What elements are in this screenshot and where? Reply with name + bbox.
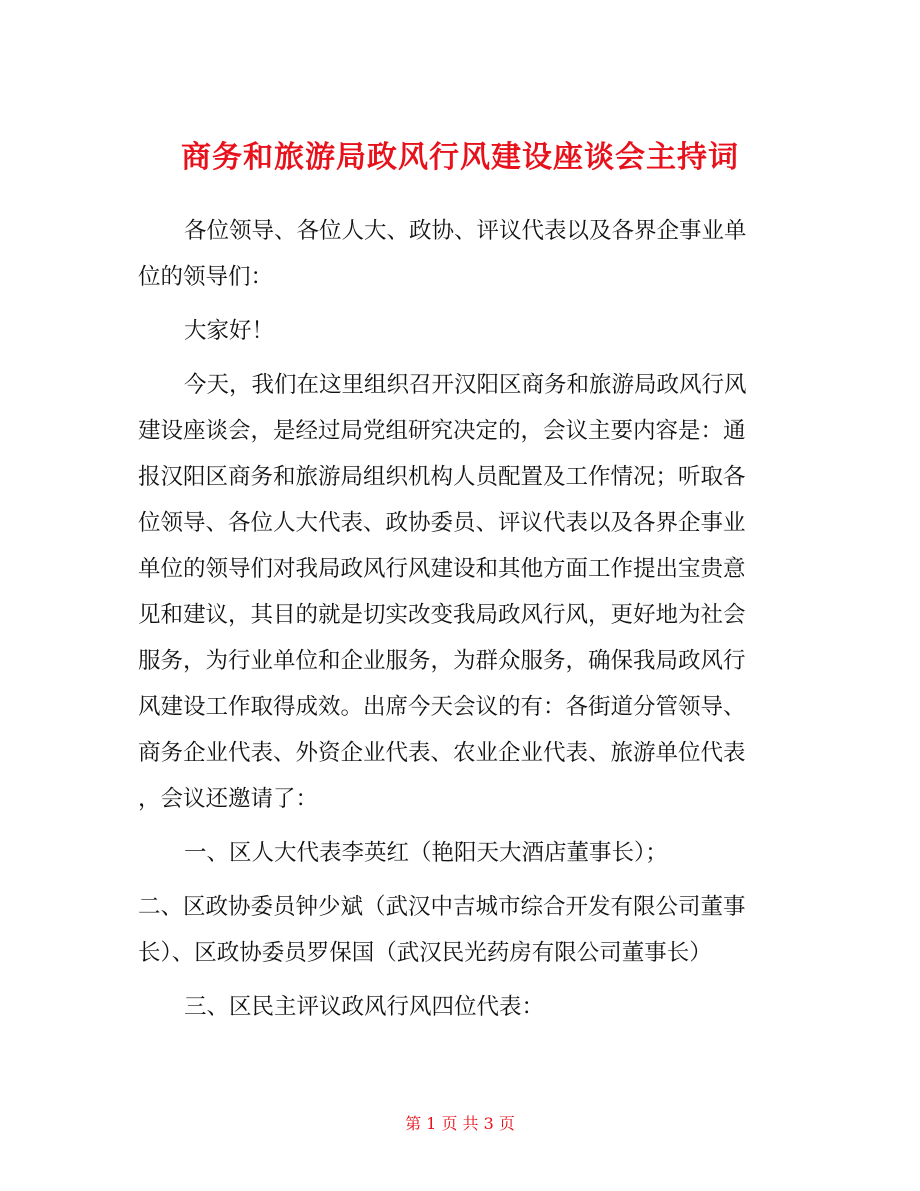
text-line: 位领导、各位人大代表、政协委员、评议代表以及各界企事业 xyxy=(138,510,746,536)
text-line: 风建设工作取得成效。出席今天会议的有：各街道分管领导、 xyxy=(138,694,746,720)
text-line: 见和建议，其目的就是切实改变我局政风行风，更好地为社会 xyxy=(138,602,746,628)
text-line: 各位领导、各位人大、政协、评议代表以及各界企事业单 xyxy=(184,218,747,244)
paragraph-hello xyxy=(138,308,788,354)
text-line: 长）、区政协委员罗保国（武汉民光药房有限公司董事长） xyxy=(138,940,712,966)
text-line: 大家好！ xyxy=(184,318,275,344)
paragraph-invitee-one xyxy=(138,830,788,876)
text-line: 今天，我们在这里组织召开汉阳区商务和旅游局政风行风 xyxy=(184,372,747,398)
text-line: 商务企业代表、外资企业代表、农业企业代表、旅游单位代表 xyxy=(138,740,746,766)
text-line: 二、区政协委员钟少斌（武汉中吉城市综合开发有限公司董事 xyxy=(138,894,746,920)
paragraph-introduction xyxy=(138,362,788,822)
text-line: 单位的领导们对我局政风行风建设和其他方面工作提出宝贵意 xyxy=(138,556,746,582)
text-line: ，会议还邀请了： xyxy=(138,786,319,812)
text-line: 一、区人大代表李英红（艳阳天大酒店董事长）； xyxy=(184,840,668,866)
page-number-footer: 第 1 页 共 3 页 xyxy=(405,1114,515,1133)
paragraph-invitee-three xyxy=(138,984,788,1030)
text-line: 建设座谈会，是经过局党组研究决定的，会议主要内容是：通 xyxy=(138,418,746,444)
paragraph-greeting xyxy=(138,208,788,300)
document-title: 商务和旅游局政风行风建设座谈会主持词 xyxy=(181,140,739,176)
paragraph-invitee-two xyxy=(138,884,788,976)
document-body xyxy=(138,208,788,1038)
text-line: 三、区民主评议政风行风四位代表： xyxy=(184,994,545,1020)
text-line: 报汉阳区商务和旅游局组织机构人员配置及工作情况；听取各 xyxy=(138,464,746,490)
text-line: 服务，为行业单位和企业服务，为群众服务，确保我局政风行 xyxy=(138,648,746,674)
text-line: 位的领导们： xyxy=(138,264,274,290)
